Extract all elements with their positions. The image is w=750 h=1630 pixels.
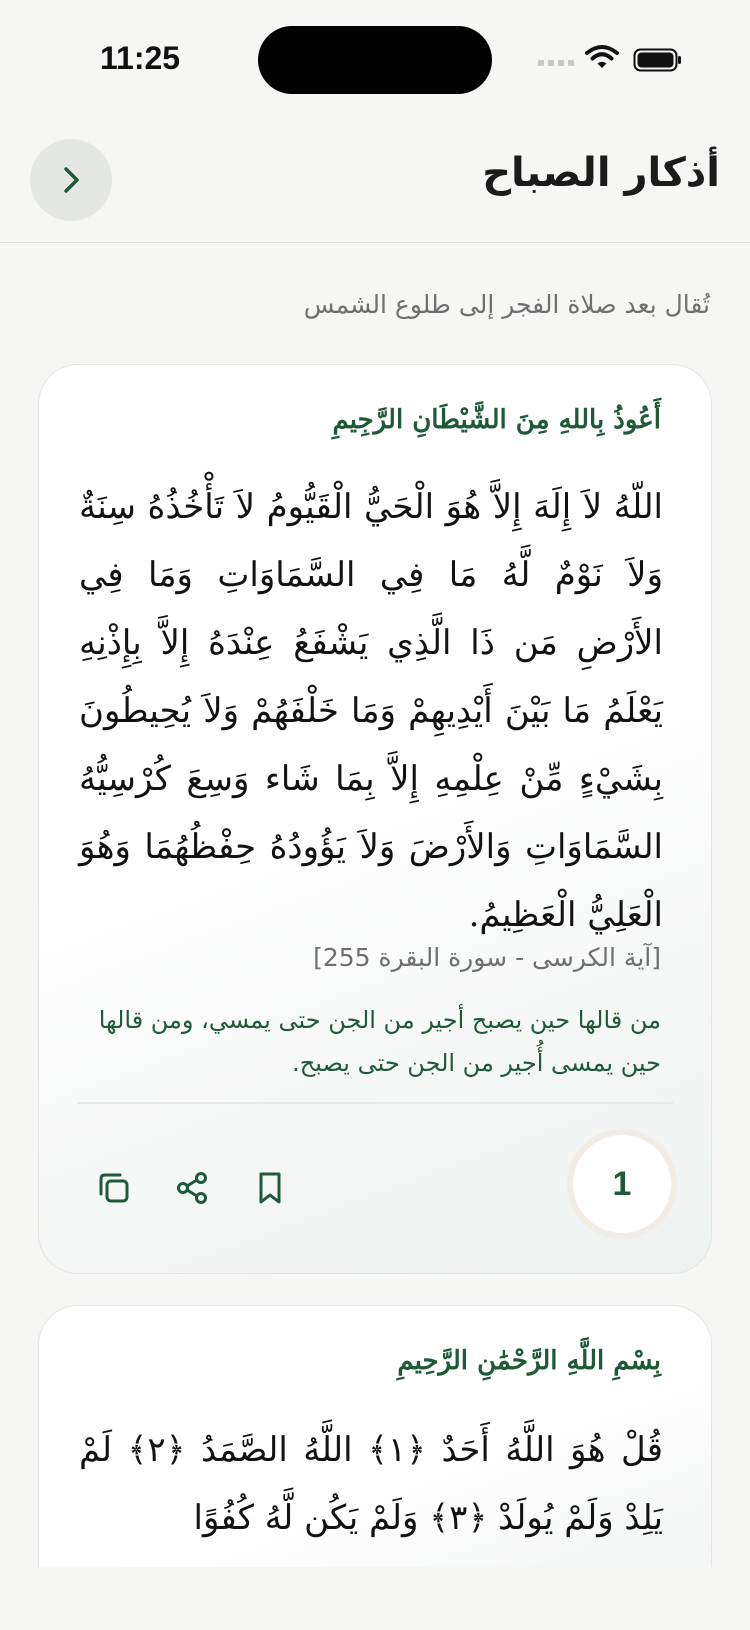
card-heading: أَعُوذُ بِاللهِ مِنَ الشَّيْطَانِ الرَّجِيمِ <box>332 405 661 435</box>
bookmark-button[interactable] <box>245 1163 295 1213</box>
back-button[interactable] <box>30 139 112 221</box>
dynamic-island <box>258 26 492 94</box>
cellular-signal-icon <box>538 60 574 66</box>
copy-button[interactable] <box>89 1163 139 1213</box>
card-heading: بِسْمِ اللَّهِ الرَّحْمَٰنِ الرَّحِيمِ <box>397 1346 661 1376</box>
dhikr-text: اللّهُ لاَ إِلَهَ إِلاَّ هُوَ الْحَيُّ الْقَيُّومُ لاَ تَأْخُذُهُ سِنَةٌ وَلاَ نَوْمٌ لَّهُ مَا فِي السَّمَاوَاتِ وَمَا فِي الأَرْضِ مَن ذَا الَّذِي يَشْفَعُ عِنْدَهُ إِلاَّ بِإِذْنِهِ يَعْلَمُ مَا بَيْنَ أَيْدِيهِمْ وَمَا خَلْفَهُمْ وَلاَ يُحِيطُونَ بِشَيْءٍ مِّنْ عِلْمِهِ إِلاَّ بِمَا شَاء وَسِعَ كُرْسِيُّهُ السَّمَاوَاتِ وَالأَرْضَ وَلاَ يَؤُودُهُ حِفْظُهُمَا وَهُوَ الْعَلِيُّ الْعَظِيمُ. <box>79 487 663 935</box>
status-time: 11:25 <box>100 40 181 76</box>
bottom-safe-area <box>0 1567 750 1630</box>
share-button[interactable] <box>167 1163 217 1213</box>
header-divider <box>0 242 750 243</box>
page-subtitle: تُقال بعد صلاة الفجر إلى طلوع الشمس <box>303 290 710 319</box>
card-divider <box>77 1102 673 1104</box>
repeat-count: 1 <box>612 1164 632 1203</box>
share-icon <box>174 1170 210 1206</box>
dhikr-text: قُلْ هُوَ اللَّهُ أَحَدٌ ﴿١﴾ اللَّهُ الصَّمَدُ ﴿٢﴾ لَمْ يَلِدْ وَلَمْ يُولَدْ ﴿٣﴾ وَلَمْ يَكُن لَّهُ كُفُوًا <box>79 1430 663 1538</box>
dhikr-source: [آية الكرسى - سورة البقرة 255] <box>313 943 661 972</box>
bookmark-icon <box>255 1170 285 1206</box>
repeat-counter-button[interactable] <box>567 1129 677 1239</box>
battery-icon <box>633 48 683 72</box>
chevron-right-icon <box>58 165 84 195</box>
dhikr-card <box>38 364 712 1274</box>
copy-icon <box>96 1170 132 1206</box>
page-title: أذكار الصباح <box>482 150 720 196</box>
wifi-icon <box>585 44 619 70</box>
dhikr-virtue: من قالها حين يصبح أجير من الجن حتى يمسي، ومن قالها حين يمسى أُجير من الجن حتى يصبح. <box>98 1006 661 1077</box>
